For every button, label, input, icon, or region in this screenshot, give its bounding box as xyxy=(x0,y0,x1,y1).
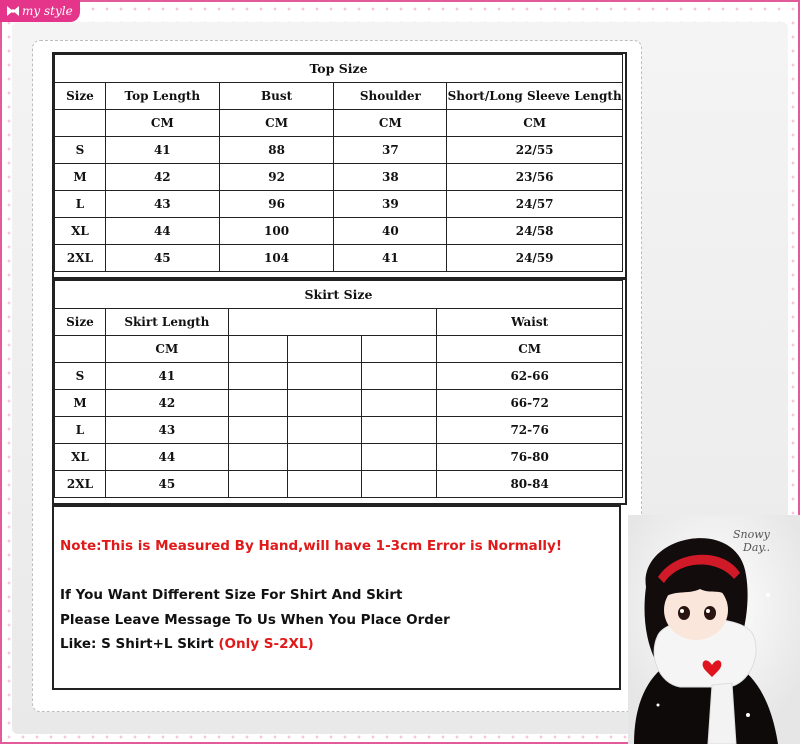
empty-cell xyxy=(362,444,437,471)
unit-cell: CM xyxy=(334,110,447,137)
table-cell: 43 xyxy=(105,417,228,444)
table-cell: 37 xyxy=(334,137,447,164)
table-cell: M xyxy=(55,390,106,417)
table-cell: 88 xyxy=(219,137,334,164)
table-cell: L xyxy=(55,191,106,218)
table-cell: 92 xyxy=(219,164,334,191)
table-cell: 41 xyxy=(105,137,219,164)
empty-cell xyxy=(228,417,287,444)
table-cell: 23/56 xyxy=(447,164,623,191)
table-cell: 76-80 xyxy=(437,444,623,471)
empty-cell xyxy=(362,471,437,498)
column-header: Size xyxy=(55,83,106,110)
empty-cell xyxy=(287,363,362,390)
skirt-table-title: Skirt Size xyxy=(55,281,623,309)
empty-header-cell xyxy=(228,309,437,336)
table-row xyxy=(55,191,623,218)
table-cell: 2XL xyxy=(55,471,106,498)
unit-cell: CM xyxy=(437,336,623,363)
table-cell: 43 xyxy=(105,191,219,218)
logo-text: my style xyxy=(22,4,73,18)
table-cell: 100 xyxy=(219,218,334,245)
table-cell: XL xyxy=(55,218,106,245)
empty-cell xyxy=(287,336,362,363)
brand-logo xyxy=(0,0,80,22)
table-cell: 72-76 xyxy=(437,417,623,444)
column-header: Skirt Length xyxy=(105,309,228,336)
table-cell: 45 xyxy=(105,245,219,272)
girl-illustration xyxy=(628,515,800,744)
table-cell: 42 xyxy=(105,390,228,417)
empty-cell xyxy=(362,336,437,363)
table-cell: 40 xyxy=(334,218,447,245)
empty-cell xyxy=(228,363,287,390)
table-cell: 45 xyxy=(105,471,228,498)
column-header: Size xyxy=(55,309,106,336)
empty-cell xyxy=(228,471,287,498)
table-row xyxy=(55,363,623,390)
unit-cell: CM xyxy=(105,110,219,137)
unit-cell: CM xyxy=(447,110,623,137)
column-header: Waist xyxy=(437,309,623,336)
table-cell: 66-72 xyxy=(437,390,623,417)
table-unit-row xyxy=(55,110,623,137)
table-title-row xyxy=(55,55,623,83)
note-line-3-prefix: Like: S Shirt+L Skirt xyxy=(60,636,219,652)
table-cell: L xyxy=(55,417,106,444)
table-cell: 44 xyxy=(105,218,219,245)
empty-cell xyxy=(287,417,362,444)
table-header-row xyxy=(55,83,623,110)
column-header: Top Length xyxy=(105,83,219,110)
note-line-1: If You Want Different Size For Shirt And Skirt xyxy=(60,587,403,603)
unit-cell: CM xyxy=(219,110,334,137)
empty-cell xyxy=(287,390,362,417)
table-cell: 39 xyxy=(334,191,447,218)
table-cell: XL xyxy=(55,444,106,471)
empty-cell xyxy=(228,336,287,363)
caption-line-2: Day.. xyxy=(743,541,771,554)
top-table-title: Top Size xyxy=(55,55,623,83)
column-header: Bust xyxy=(219,83,334,110)
unit-cell: CM xyxy=(105,336,228,363)
table-cell: 24/59 xyxy=(447,245,623,272)
empty-cell xyxy=(228,390,287,417)
table-cell: 42 xyxy=(105,164,219,191)
empty-cell xyxy=(228,444,287,471)
notes-box xyxy=(52,505,621,690)
empty-cell xyxy=(362,417,437,444)
table-row xyxy=(55,245,623,272)
column-header: Shoulder xyxy=(334,83,447,110)
table-header-row xyxy=(55,309,623,336)
caption-line-1: Snowy xyxy=(733,528,770,541)
empty-cell xyxy=(287,471,362,498)
table-cell: 24/57 xyxy=(447,191,623,218)
table-row xyxy=(55,137,623,164)
table-cell: S xyxy=(55,137,106,164)
table-cell: 22/55 xyxy=(447,137,623,164)
table-cell: 24/58 xyxy=(447,218,623,245)
skirt-size-table xyxy=(54,280,623,498)
table-cell: 62-66 xyxy=(437,363,623,390)
table-cell: 41 xyxy=(334,245,447,272)
table-cell: 104 xyxy=(219,245,334,272)
table-row xyxy=(55,164,623,191)
table-cell: 44 xyxy=(105,444,228,471)
table-cell: 80-84 xyxy=(437,471,623,498)
unit-cell xyxy=(55,110,106,137)
table-row xyxy=(55,417,623,444)
table-unit-row xyxy=(55,336,623,363)
empty-cell xyxy=(362,390,437,417)
empty-cell xyxy=(287,444,362,471)
table-row xyxy=(55,471,623,498)
unit-cell xyxy=(55,336,106,363)
table-row xyxy=(55,444,623,471)
note-line-2: Please Leave Message To Us When You Place Order xyxy=(60,612,450,628)
table-title-row xyxy=(55,281,623,309)
table-cell: 38 xyxy=(334,164,447,191)
table-row xyxy=(55,218,623,245)
table-cell: M xyxy=(55,164,106,191)
table-cell: S xyxy=(55,363,106,390)
table-cell: 96 xyxy=(219,191,334,218)
table-cell: 2XL xyxy=(55,245,106,272)
note-line-3 xyxy=(60,636,314,652)
table-row xyxy=(55,390,623,417)
column-header: Short/Long Sleeve Length xyxy=(447,83,623,110)
empty-cell xyxy=(362,363,437,390)
top-size-table xyxy=(54,54,623,272)
measurement-warning: Note:This is Measured By Hand,will have 1-3cm Error is Normally! xyxy=(60,538,562,554)
size-range-highlight: (Only S-2XL) xyxy=(218,636,314,652)
snowy-day-caption xyxy=(733,528,770,554)
bow-icon xyxy=(6,5,20,17)
table-cell: 41 xyxy=(105,363,228,390)
